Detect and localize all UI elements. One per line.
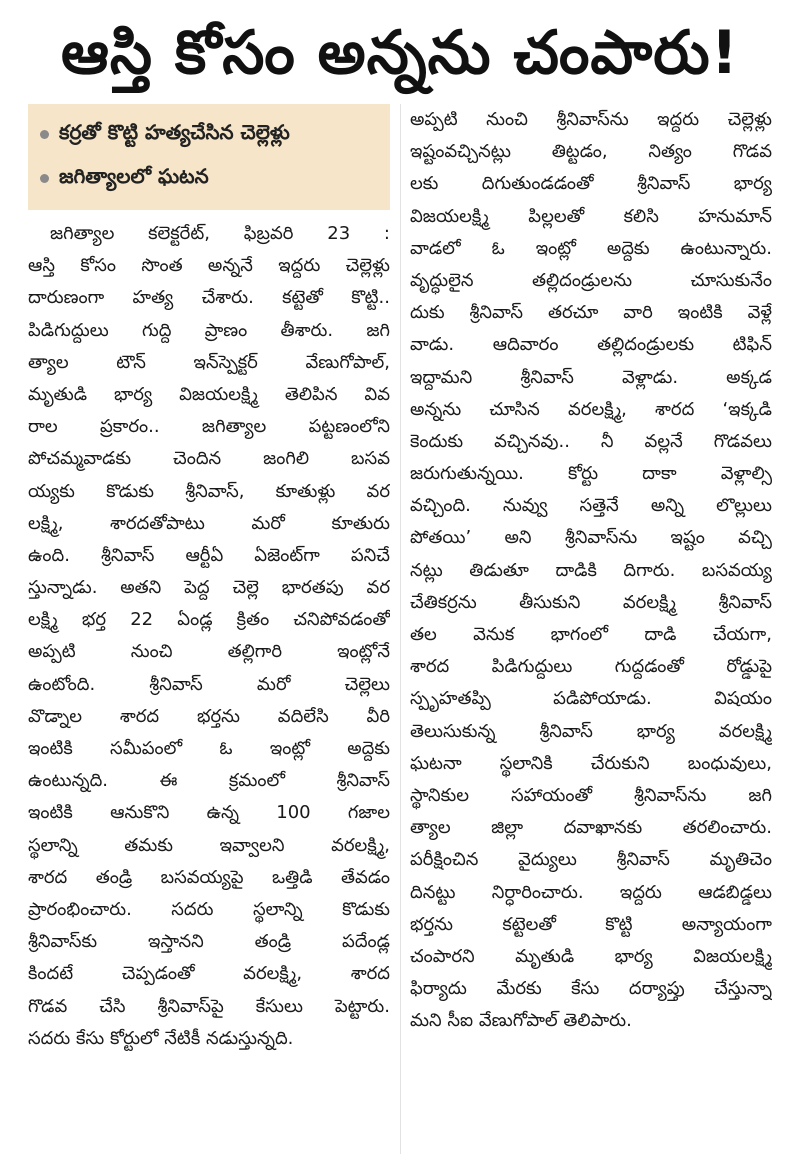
left-column — [28, 104, 390, 1055]
body-line: ప్రారంభించారు. సదరు స్థలాన్ని కొడుకు — [28, 898, 390, 920]
body-line: ఉంటున్నది. ఈ క్రమంలో శ్రీనివాస్ — [28, 770, 390, 792]
body-line: ఉంటోంది. శ్రీనివాస్ మరో చెల్లెలు — [28, 673, 390, 695]
right-body-text — [410, 104, 772, 1037]
body-line: దారుణంగా హత్య చేశారు. కట్టెతో కొట్టి.. — [28, 287, 390, 309]
body-line: ఇద్దామని శ్రీనివాస్ వెళ్లాడు. అక్కడ — [410, 366, 772, 388]
body-line: ఇష్టంవచ్చినట్లు తిట్టడం, నిత్యం గొడవ — [410, 141, 772, 163]
body-line: అప్పటి నుంచి తల్లిగారి ఇంట్లోనే — [28, 641, 390, 663]
highlights-box — [28, 104, 390, 210]
body-line: పరీక్షించిన వైద్యులు శ్రీనివాస్ మృతిచెం — [410, 849, 772, 871]
body-line: ఆస్తి కోసం సొంత అన్ననే ఇద్దరు చెల్లెళ్లు — [28, 255, 390, 277]
body-line: భర్తను కట్టెలతో కొట్టి అన్యాయంగా — [410, 913, 772, 935]
body-line: కెందుకు వచ్చినవు.. నీ వల్లనే గొడవలు — [410, 430, 772, 452]
body-line: గొడవ చేసి శ్రీనివాస్‌పై కేసులు పెట్టారు. — [28, 995, 390, 1017]
body-line: రాల ప్రకారం.. జగిత్యాల పట్టణంలోని — [28, 416, 390, 438]
headline: ఆస్తి కోసం అన్నను చంపారు! — [61, 18, 739, 88]
body-line: లక్ష్మి భర్త 22 ఏండ్ల క్రితం చనిపోవడంతో — [28, 609, 390, 631]
highlight-item — [40, 156, 380, 200]
body-line: త్యాల టౌన్ ఇన్‌స్పెక్టర్ వేణుగోపాల్, — [28, 351, 390, 373]
body-line: ఫిర్యాదు మేరకు కేసు దర్యాప్తు చేస్తున్నా — [410, 978, 772, 1000]
highlight-item — [40, 112, 380, 156]
article-columns — [28, 104, 780, 1164]
body-line: ఘటనా స్థలానికి చేరుకుని బంధువులు, — [410, 752, 772, 774]
body-line: మని సీఐ వేణుగోపాల్ తెలిపారు. — [410, 1010, 632, 1032]
highlight-text: కర్రతో కొట్టి హత్యచేసిన చెల్లెళ్లు — [59, 119, 290, 144]
body-line: య్యకు కొడుకు శ్రీనివాస్, కూతుళ్లు వర — [28, 480, 390, 502]
body-line: స్థానికుల సహాయంతో శ్రీనివాస్‌ను జగి — [410, 784, 772, 806]
body-line: లకు దిగుతుండడంతో శ్రీనివాస్ భార్య — [410, 173, 772, 195]
body-line: చంపారని మృతుడి భార్య విజయలక్ష్మి — [410, 945, 772, 967]
body-line: దుకు శ్రీనివాస్ తరచూ వారి ఇంటికి వెళ్లే — [410, 302, 772, 324]
left-body-text — [28, 218, 390, 1055]
column-divider — [400, 104, 401, 1154]
body-line: తెలుసుకున్న శ్రీనివాస్ భార్య వరలక్ష్మి — [410, 720, 772, 742]
body-line: శారద పిడిగుద్దులు గుద్దడంతో రోడ్డుపై — [410, 656, 772, 678]
body-line: స్థలాన్ని తమకు ఇవ్వాలని వరలక్ష్మి, — [28, 834, 390, 856]
body-line: అప్పటి నుంచి శ్రీనివాస్‌ను ఇద్దరు చెల్లెళ్లు — [410, 109, 772, 130]
body-line: మృతుడి భార్య విజయలక్ష్మి తెలిపిన వివ — [28, 383, 390, 405]
body-line: పిడిగుద్దులు గుద్ది ప్రాణం తీశారు. జగి — [28, 319, 390, 341]
body-line: సదరు కేసు కోర్టులో నేటికీ నడుస్తున్నది. — [28, 1027, 294, 1049]
body-line: నట్లు తిడుతూ దాడికి దిగారు. బసవయ్య — [410, 559, 772, 581]
body-line: విజయలక్ష్మి పిల్లలతో కలిసి హనుమాన్ — [410, 205, 772, 227]
body-line: స్పృహతప్పి పడిపోయాడు. విషయం — [410, 688, 772, 710]
highlight-text: జగిత్యాలలో ఘటన — [59, 163, 209, 188]
body-line: దినట్టు నిర్ధారించారు. ఇద్దరు ఆడబిడ్డలు — [410, 881, 772, 903]
body-line: అన్నను చూసిన వరలక్ష్మి, శారద ‘ఇక్కడి — [410, 398, 772, 420]
body-line: ఉంది. శ్రీనివాస్ ఆర్టీఏ ఏజెంట్‌గా పనిచే — [28, 544, 390, 566]
body-line: వాడు. ఆదివారం తల్లిదండ్రులకు టిఫిన్ — [410, 334, 772, 356]
right-column — [410, 104, 772, 1037]
body-line: వొడ్నాల శారద భర్తను వదిలేసి వీరి — [28, 705, 390, 727]
body-line: వాడలో ఓ ఇంట్లో అద్దెకు ఉంటున్నారు. — [410, 237, 772, 259]
body-line: శారద తండ్రి బసవయ్యపై ఒత్తిడి తేవడం — [28, 866, 390, 888]
body-line: తల వెనుక భాగంలో దాడి చేయగా, — [410, 624, 772, 645]
body-line: ఇంటికి ఆనుకొని ఉన్న 100 గజాల — [28, 802, 390, 824]
body-line: ఇంటికి సమీపంలో ఓ ఇంట్లో అద్దెకు — [28, 738, 390, 759]
body-line: శ్రీనివాస్‌కు ఇస్తానని తండ్రి పదేండ్ల — [28, 931, 390, 953]
body-line: వృద్ధులైన తల్లిదండ్రులను చూసుకునేం — [410, 269, 772, 291]
body-line: కిందటే చెప్పడంతో వరలక్ష్మి, శారద — [28, 963, 390, 985]
body-line: చేతికర్రను తీసుకుని వరలక్ష్మి శ్రీనివాస్ — [410, 591, 772, 613]
body-line: త్యాల జిల్లా దవాఖానకు తరలించారు. — [410, 817, 772, 839]
body-line: లక్ష్మి, శారదతోపాటు మరో కూతురు — [28, 512, 390, 534]
bullet-icon — [40, 174, 49, 183]
body-line: జగిత్యాల కలెక్టరేట్, ఫిబ్రవరి 23 : — [50, 223, 390, 244]
body-line: పోచమ్మవాడకు చెందిన జంగిలి బసవ — [28, 448, 390, 470]
body-line: జరుగుతున్నయి. కోర్టు దాకా వెళ్లాల్సి — [410, 463, 772, 485]
bullet-icon — [40, 130, 49, 139]
body-line: పోతయి’ అని శ్రీనివాస్‌ను ఇష్టం వచ్చి — [410, 527, 772, 549]
body-line: వచ్చింది. నువ్వు సత్తెనే అన్ని లొల్లులు — [410, 495, 772, 517]
body-line: స్తున్నాడు. అతని పెద్ద చెల్లె భారతపు వర — [28, 577, 390, 599]
